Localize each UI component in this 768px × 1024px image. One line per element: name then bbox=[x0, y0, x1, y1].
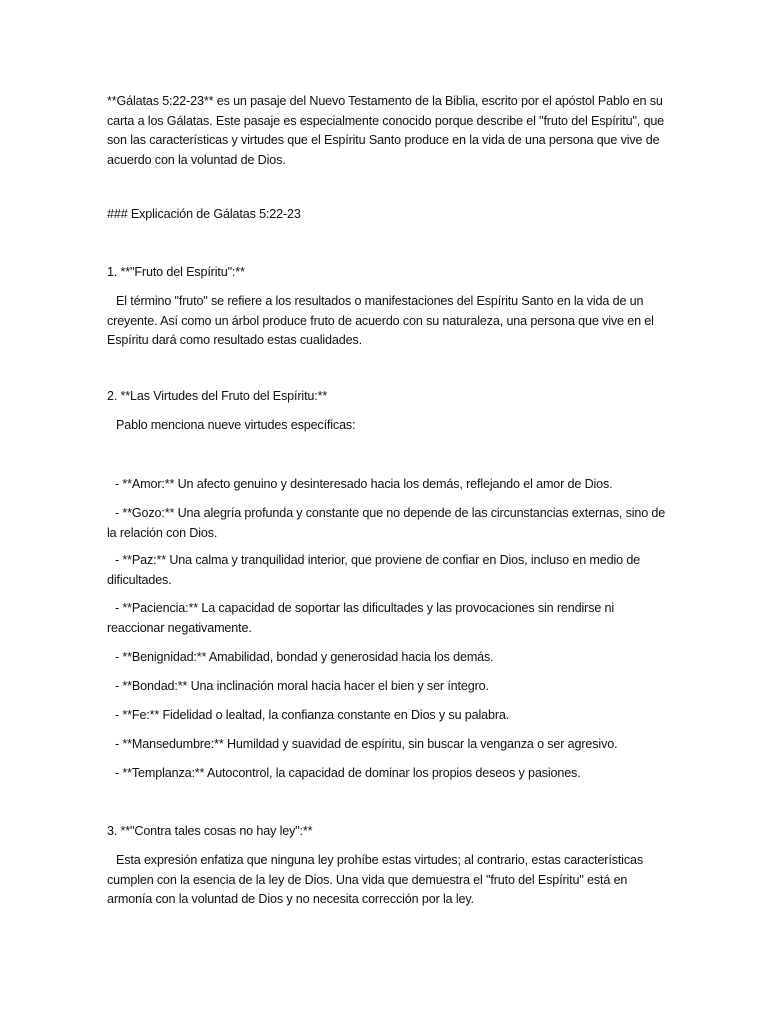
virtue-item-gozo: - **Gozo:** Una alegría profunda y constante que no depende de las circunstancias externas, sino de la relación con Dios. bbox=[107, 506, 666, 540]
virtue-item-amor: - **Amor:** Un afecto genuino y desinteresado hacia los demás, reflejando el amor de Dios. bbox=[115, 477, 613, 491]
section-3-body: Esta expresión enfatiza que ninguna ley prohíbe estas virtudes; al contrario, estas características cumplen con la esencia de la ley de Dios. Una vida que demuestra el "fruto del Espíritu" está en armonía con la voluntad de Dios y no necesita corrección por la ley. bbox=[107, 853, 643, 906]
section-heading: ### Explicación de Gálatas 5:22-23 bbox=[107, 207, 301, 221]
section-1-body: El término "fruto" se refiere a los resultados o manifestaciones del Espíritu Santo en la vida de un creyente. Así como un árbol produce fruto de acuerdo con su naturaleza, una persona que vive en el Espíritu dará como resultado estas cualidades. bbox=[107, 294, 654, 347]
intro-paragraph: **Gálatas 5:22-23** es un pasaje del Nuevo Testamento de la Biblia, escrito por el apóstol Pablo en su carta a los Gálatas. Este pasaje es especialmente conocido porque describe el "fruto del Espíritu", que son las características y virtudes que el Espíritu Santo produce en la vida de una persona que vive de acuerdo con la voluntad de Dios. bbox=[107, 94, 665, 167]
section-1-title: 1. **"Fruto del Espíritu":** bbox=[107, 265, 245, 279]
section-2-title: 2. **Las Virtudes del Fruto del Espíritu:** bbox=[107, 389, 328, 403]
virtue-item-paciencia: - **Paciencia:** La capacidad de soportar las dificultades y las provocaciones sin rendirse ni reaccionar negativamente. bbox=[107, 601, 615, 635]
virtue-item-benignidad: - **Benignidad:** Amabilidad, bondad y generosidad hacia los demás. bbox=[115, 650, 494, 664]
virtue-item-templanza: - **Templanza:** Autocontrol, la capacidad de dominar los propios deseos y pasiones. bbox=[115, 766, 581, 780]
virtue-item-mansedumbre: - **Mansedumbre:** Humildad y suavidad de espíritu, sin buscar la venganza o ser agresivo. bbox=[115, 737, 618, 751]
section-2-body: Pablo menciona nueve virtudes específicas: bbox=[116, 418, 356, 432]
virtue-item-bondad: - **Bondad:** Una inclinación moral hacia hacer el bien y ser íntegro. bbox=[115, 679, 489, 693]
virtue-item-paz: - **Paz:** Una calma y tranquilidad interior, que proviene de confiar en Dios, incluso en medio de dificultades. bbox=[107, 553, 641, 587]
section-3-title: 3. **"Contra tales cosas no hay ley":** bbox=[107, 824, 313, 838]
virtue-item-fe: - **Fe:** Fidelidad o lealtad, la confianza constante en Dios y su palabra. bbox=[115, 708, 510, 722]
